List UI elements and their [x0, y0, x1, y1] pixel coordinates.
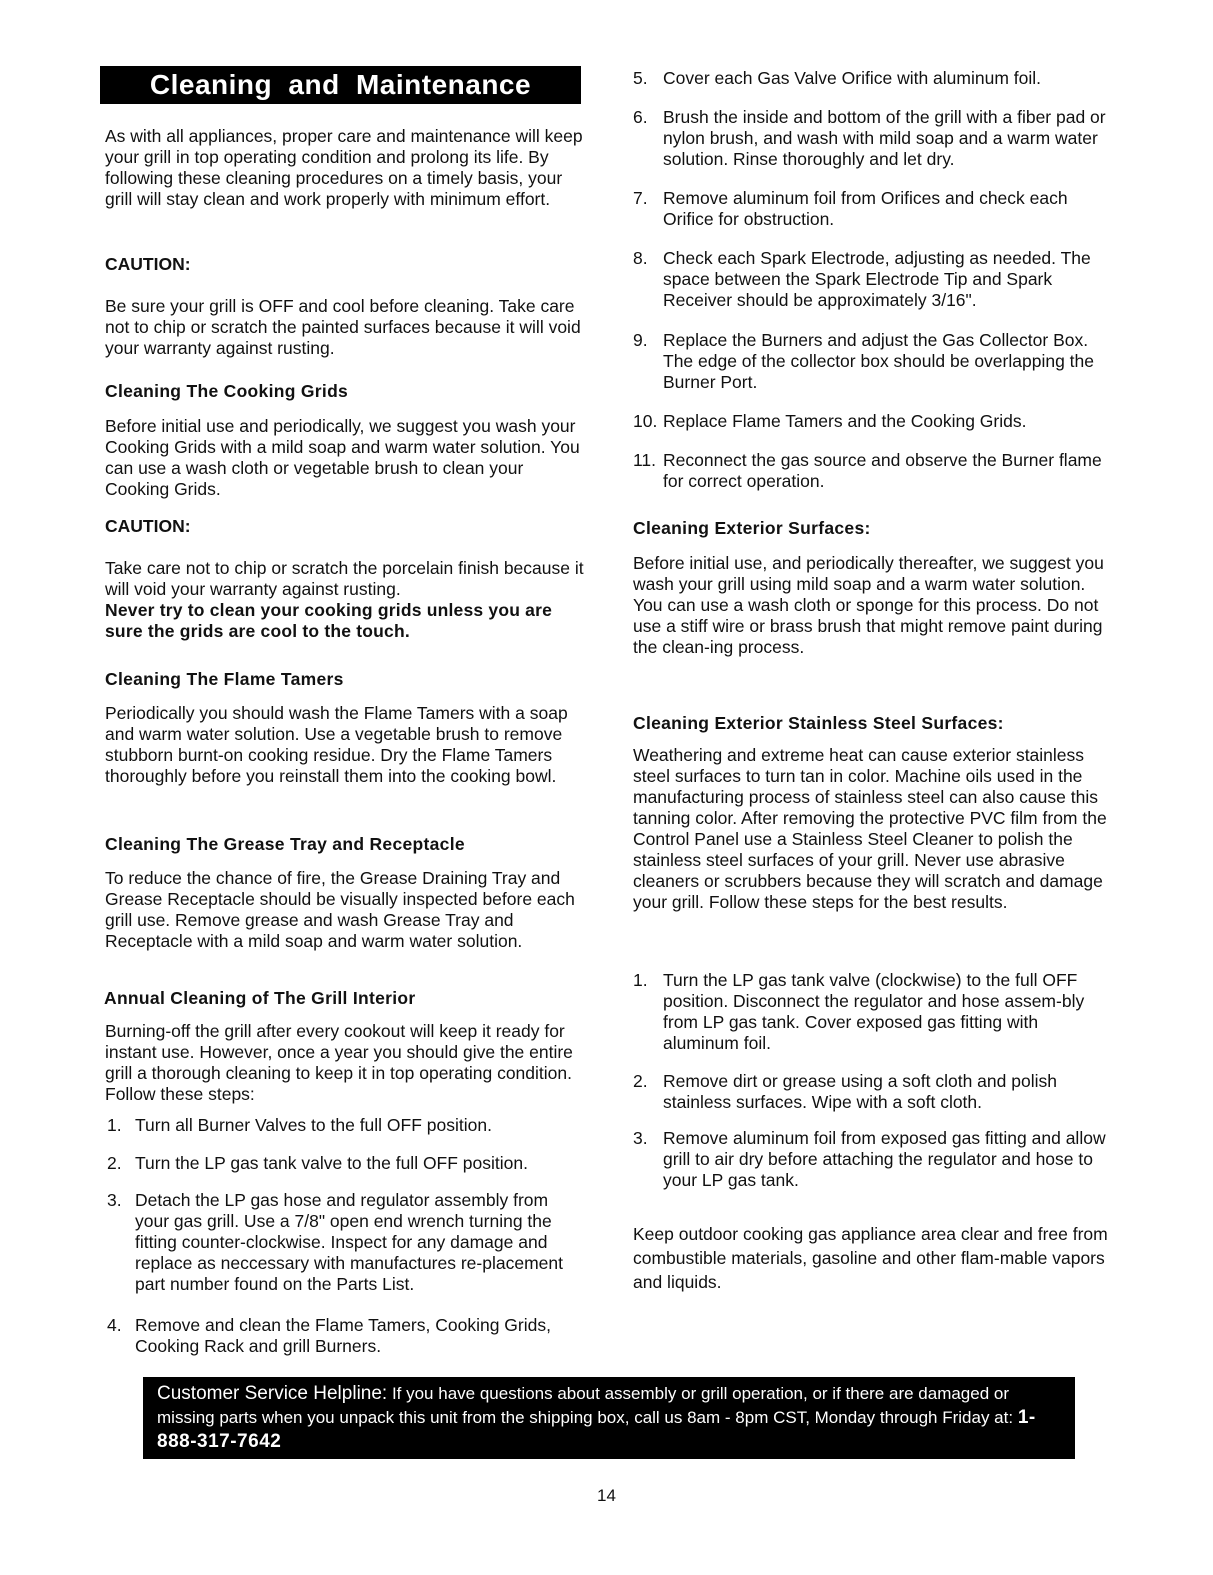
list-text: Remove aluminum foil from Orifices and check each Orifice for obstruction. — [663, 188, 1068, 229]
list-number: 9. — [633, 330, 648, 350]
list-text: Replace Flame Tamers and the Cooking Grids. — [663, 411, 1027, 431]
cooking-grids-paragraph: Before initial use and periodically, we suggest you wash your Cooking Grids with a mild soap and warm water solution. You can use a wash cloth or vegetable brush to clean your Cooking Grids. — [105, 416, 580, 499]
list-item — [105, 1315, 585, 1357]
list-text: Cover each Gas Valve Orifice with aluminum foil. — [663, 68, 1042, 88]
caution-label: CAUTION: — [105, 254, 191, 274]
exterior-surfaces-paragraph: Before initial use, and periodically thereafter, we suggest you wash your grill using mild soap and a warm water solution. You can use a wash cloth or sponge for this process. Do not use a stiff wire or brass brush that might remove paint during the clean-ing process. — [633, 553, 1104, 657]
section-heading-annual-cleaning: Annual Cleaning of The Grill Interior — [104, 988, 416, 1008]
list-text: Turn the LP gas tank valve to the full OFF position. — [135, 1153, 528, 1173]
caution-grids-paragraph: Take care not to chip or scratch the porcelain finish because it will void your warranty against rusting. — [105, 558, 584, 599]
list-text: Remove and clean the Flame Tamers, Cooking Grids, Cooking Rack and grill Burners. — [135, 1315, 551, 1356]
list-item — [105, 1115, 585, 1136]
section-heading-flame-tamers: Cleaning The Flame Tamers — [105, 669, 344, 689]
list-text: Detach the LP gas hose and regulator assembly from your gas grill. Use a 7/8" open end wrench turning the fitting counter-clockwise. Inspect for any damage and replace as neccessary with manufactures re-placement part number found on the Parts List. — [135, 1190, 563, 1294]
list-text: Brush the inside and bottom of the grill with a fiber pad or nylon brush, and wash with mild soap and a warm water solution. Rinse thoroughly and let dry. — [663, 107, 1106, 169]
page-title: Cleaning and Maintenance — [100, 66, 581, 104]
list-text: Turn all Burner Valves to the full OFF position. — [135, 1115, 492, 1135]
keep-clear-paragraph: Keep outdoor cooking gas appliance area clear and free from combustible materials, gasoline and other flam-mable vapors and liquids. — [633, 1224, 1108, 1292]
list-text: Reconnect the gas source and observe the Burner flame for correct operation. — [663, 450, 1102, 491]
list-number: 3. — [107, 1190, 122, 1210]
list-text: Replace the Burners and adjust the Gas Collector Box. The edge of the collector box should be overlapping the Burner Port. — [663, 330, 1094, 392]
list-number: 2. — [107, 1153, 122, 1173]
list-text: Remove dirt or grease using a soft cloth and polish stainless surfaces. Wipe with a soft cloth. — [663, 1071, 1057, 1112]
page-number: 14 — [597, 1486, 616, 1505]
helpline-text: If you have questions about assembly or grill operation, or if there are damaged or missing parts when you unpack this unit from the shipping box, call us 8am - 8pm CST, Monday through Friday at: — [157, 1384, 1014, 1427]
list-item — [105, 1153, 585, 1174]
helpline-phone-number: 1-888-317-7642 — [157, 1407, 1036, 1452]
grease-tray-paragraph: To reduce the chance of fire, the Grease Draining Tray and Grease Receptacle should be visually inspected before each grill use. Remove grease and wash Grease Tray and Receptacle with a mild soap and warm water solution. — [105, 868, 575, 951]
flame-tamers-paragraph: Periodically you should wash the Flame Tamers with a soap and warm water solution. Use a vegetable brush to remove stubborn burnt-on cooking residue. Dry the Flame Tamers thoroughly before you reinstall them into the cooking bowl. — [105, 703, 568, 786]
list-item — [633, 188, 1113, 230]
list-text: Check each Spark Electrode, adjusting as needed. The space between the Spark Electrode Tip and Spark Receiver should be approximately 3/16". — [663, 248, 1091, 310]
list-item — [633, 450, 1113, 492]
intro-paragraph: As with all appliances, proper care and maintenance will keep your grill in top operating condition and prolong its life. By following these cleaning procedures on a timely basis, your grill will stay clean and work properly with minimum effort. — [105, 126, 583, 209]
caution-grids-warning: Never try to clean your cooking grids unless you are sure the grids are cool to the touch. — [105, 600, 553, 641]
list-number: 10. — [633, 411, 658, 431]
list-number: 11. — [633, 450, 657, 470]
list-item — [633, 1128, 1113, 1191]
customer-service-helpline — [143, 1377, 1075, 1459]
section-heading-cooking-grids: Cleaning The Cooking Grids — [105, 381, 349, 401]
helpline-title: Customer Service Helpline: — [157, 1383, 388, 1404]
list-item — [633, 107, 1113, 170]
list-item — [105, 1190, 585, 1295]
annual-cleaning-paragraph: Burning-off the grill after every cookout will keep it ready for instant use. However, once a year you should give the entire grill a thorough cleaning to keep it in top operating condition. Follow these steps: — [105, 1021, 573, 1104]
list-item — [633, 330, 1113, 393]
list-number: 1. — [633, 970, 648, 990]
list-text: Remove aluminum foil from exposed gas fitting and allow grill to air dry before attaching the regulator and hose to your LP gas tank. — [663, 1128, 1106, 1190]
list-number: 8. — [633, 248, 648, 268]
list-item — [633, 970, 1113, 1054]
caution-paragraph: Be sure your grill is OFF and cool before cleaning. Take care not to chip or scratch the painted surfaces because it will void your warranty against rusting. — [105, 296, 581, 358]
list-item — [633, 68, 1113, 89]
list-item — [633, 248, 1113, 311]
list-number: 4. — [107, 1315, 122, 1335]
stainless-steel-paragraph: Weathering and extreme heat can cause exterior stainless steel surfaces to turn tan in color. Machine oils used in the manufacturing process of stainless steel can also cause this tanning color. After removing the protective PVC film from the Control Panel use a Stainless Steel Cleaner to polish the stainless steel surfaces of your grill. Never use abrasive cleaners or scrubbers because they will scratch and damage your grill. Follow these steps for the best results. — [633, 745, 1107, 912]
section-heading-grease-tray: Cleaning The Grease Tray and Receptacle — [105, 834, 465, 854]
list-number: 2. — [633, 1071, 648, 1091]
list-number: 7. — [633, 188, 648, 208]
section-heading-exterior-surfaces: Cleaning Exterior Surfaces: — [633, 518, 871, 538]
list-number: 1. — [107, 1115, 122, 1135]
list-number: 5. — [633, 68, 648, 88]
list-item — [633, 1071, 1113, 1113]
list-number: 3. — [633, 1128, 648, 1148]
caution-label: CAUTION: — [105, 516, 191, 536]
list-item — [633, 411, 1113, 432]
section-heading-stainless-steel: Cleaning Exterior Stainless Steel Surfaces: — [633, 713, 1004, 733]
caution-grids-block — [105, 558, 585, 642]
list-number: 6. — [633, 107, 648, 127]
list-text: Turn the LP gas tank valve (clockwise) to the full OFF position. Disconnect the regulator and hose assem-bly from LP gas tank. Cover exposed gas fitting with aluminum foil. — [663, 970, 1085, 1053]
